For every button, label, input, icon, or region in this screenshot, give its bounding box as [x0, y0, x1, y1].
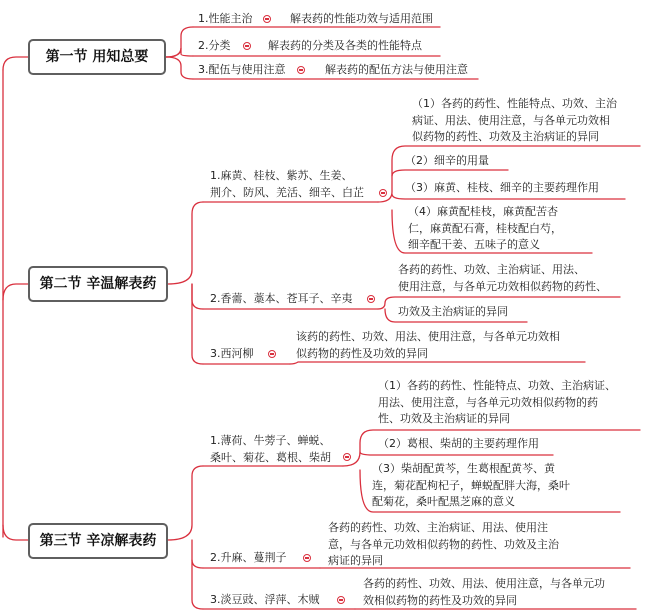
collapse-icon[interactable]: [337, 596, 345, 604]
s2-item-1-sub-3: （3）麻黄、桂枝、细辛的主要药理作用: [405, 181, 599, 194]
s3-item-2-desc: 各药的药性、功效、主治病证、用法、使用注 意，与各单元功效相似药物的药性、功效及主治 病证的异同: [328, 521, 559, 567]
s2-item-1-sub-1: （1）各药的药性、性能特点、功效、主治 病证、用法、使用注意，与各单元功效相 似药物的药性、功效及主治病证的异同: [412, 97, 617, 143]
s3-item-1-sub-2: （2）葛根、柴胡的主要药理作用: [378, 437, 539, 450]
section-title-3[interactable]: 第三节 辛凉解表药: [28, 523, 168, 559]
s3-item-1-sub-1: （1）各药的药性、性能特点、功效、主治病证、 用法、使用注意，与各单元功效相似药物的药 性、功效及主治病证的异同: [378, 379, 616, 425]
s2-item-1-sub-4: （4）麻黄配桂枝，麻黄配苦杏 仁，麻黄配石膏，桂枝配白芍， 细辛配干姜、五味子的意义: [408, 205, 562, 251]
s2-item-2-sub-2: 功效及主治病证的异同: [398, 305, 508, 318]
s2-item-3-label[interactable]: 3.西河柳: [210, 347, 254, 360]
collapse-icon[interactable]: [268, 350, 276, 358]
s1-item-3-desc: 解表药的配伍方法与使用注意: [325, 63, 468, 76]
s3-item-1-label[interactable]: 1.薄荷、牛蒡子、蝉蜕、 桑叶、菊花、葛根、柴胡: [210, 434, 331, 464]
s3-item-2-label[interactable]: 2.升麻、蔓荆子: [210, 551, 287, 564]
s3-item-1-sub-3: （3）柴胡配黄芩，生葛根配黄芩、黄 连，菊花配枸杞子，蝉蜕配胖大海，桑叶 配菊花，桑叶配黑芝麻的意义: [372, 462, 570, 508]
section-title-2[interactable]: 第二节 辛温解表药: [28, 266, 168, 302]
s1-item-1-desc: 解表药的性能功效与适用范围: [290, 12, 433, 25]
s1-item-2-desc: 解表药的分类及各类的性能特点: [268, 39, 422, 52]
collapse-icon[interactable]: [379, 189, 387, 197]
collapse-icon[interactable]: [243, 42, 251, 50]
s1-item-2-label[interactable]: 2.分类: [198, 39, 231, 52]
s2-item-1-sub-2: （2）细辛的用量: [405, 154, 489, 167]
collapse-icon[interactable]: [367, 295, 375, 303]
s2-item-1-label[interactable]: 1.麻黄、桂枝、紫苏、生姜、 荆介、防风、羌活、细辛、白芷: [210, 169, 364, 199]
s3-item-3-desc: 各药的药性、功效、用法、使用注意，与各单元功 效相似药物的药性及功效的异同: [363, 577, 605, 607]
collapse-icon[interactable]: [303, 554, 311, 562]
s1-item-3-label[interactable]: 3.配伍与使用注意: [198, 63, 286, 76]
s1-item-1-label[interactable]: 1.性能主治: [198, 12, 253, 25]
s2-item-2-sub-1: 各药的药性、功效、主治病证、用法、 使用注意，与各单元功效相似药物的药性、: [398, 263, 607, 293]
s3-item-3-label[interactable]: 3.淡豆豉、浮萍、木贼: [210, 593, 320, 606]
section-title-1[interactable]: 第一节 用知总要: [28, 39, 166, 75]
collapse-icon[interactable]: [343, 453, 351, 461]
s2-item-3-desc: 该药的药性、功效、用法、使用注意，与各单元功效相 似药物的药性及功效的异同: [296, 330, 560, 360]
s2-item-2-label[interactable]: 2.香薷、藁本、苍耳子、辛夷: [210, 292, 353, 305]
collapse-icon[interactable]: [263, 15, 271, 23]
collapse-icon[interactable]: [297, 66, 305, 74]
